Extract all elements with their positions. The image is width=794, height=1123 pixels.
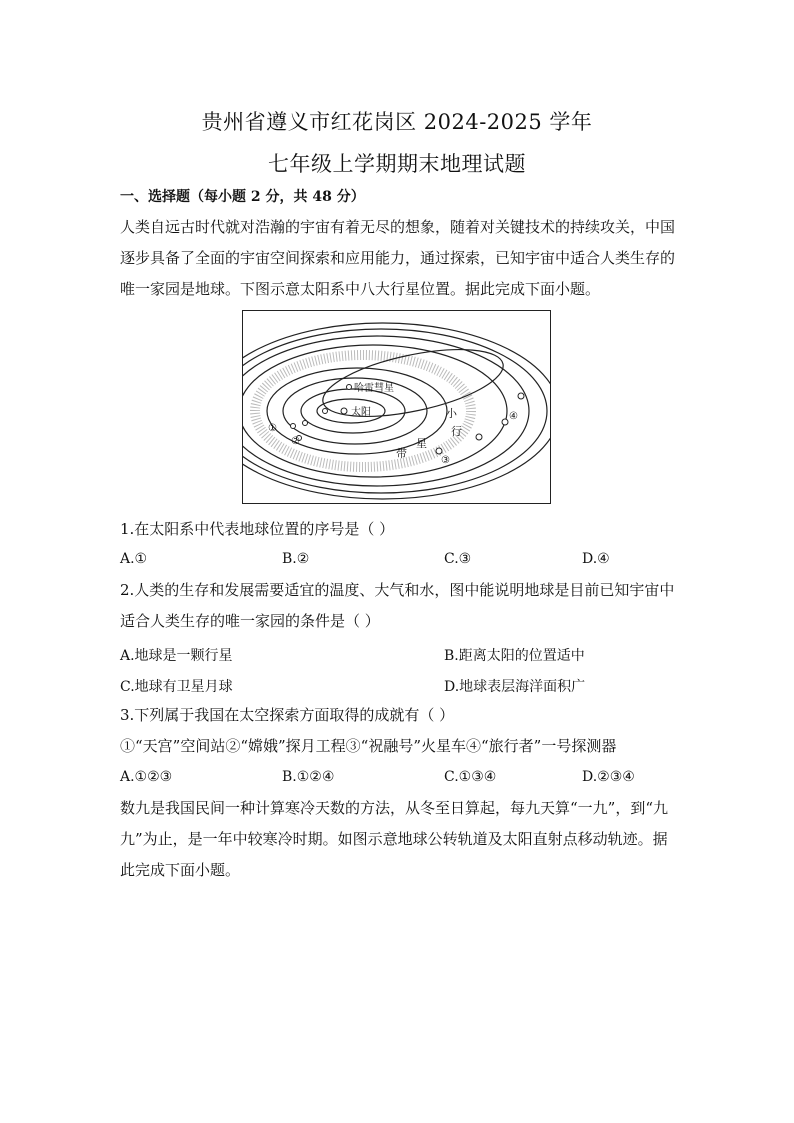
sun-symbol [341, 408, 347, 414]
belt-char-3: 星 [416, 437, 427, 450]
q1-option-a: A.① [120, 551, 148, 567]
planet-jupiter [436, 448, 442, 454]
question-3-stem: 3.下列属于我国在太空探索方面取得的成就有（ ） [120, 706, 455, 724]
document-title-line2: 七年级上学期期末地理试题 [268, 152, 526, 176]
halley-comet-orbit [317, 336, 509, 429]
question-1-stem: 1.在太阳系中代表地球位置的序号是（ ） [120, 520, 395, 538]
planet-saturn [476, 434, 482, 440]
solar-system-figure [242, 310, 551, 504]
planet-venus [303, 421, 308, 426]
q3-option-a: A.①②③ [120, 769, 173, 785]
planet-neptune [518, 393, 524, 399]
belt-char-1: 小 [446, 407, 457, 420]
q3-option-d: D.②③④ [582, 769, 635, 785]
q1-option-d: D.④ [582, 551, 610, 567]
sun-label: 太阳 [351, 407, 371, 418]
intro-paragraph-1: 人类自远古时代就对浩瀚的宇宙有着无尽的想象，随着对关键技术的持续攻关，中国逐步具备了全面的宇宙空间探索和应用能力，通过探索，已知宇宙中适合人类生存的唯一家园是地球。下图示意太阳系中八大行星位置。据此完成下面小题。 [120, 218, 676, 298]
planet-uranus [502, 419, 508, 425]
marker-1: ① [268, 423, 277, 434]
belt-char-2: 行 [451, 425, 462, 438]
planet-mars [291, 424, 296, 429]
solar-system-diagram [243, 311, 550, 503]
question-2-stem: 2.人类的生存和发展需要适宜的温度、大气和水，图中能说明地球是目前已知宇宙中适合人类生存的唯一家园的条件是（ ） [120, 581, 675, 630]
q1-option-c: C.③ [444, 551, 472, 567]
q2-option-d: D.地球表层海洋面积广 [444, 679, 586, 695]
q3-option-b: B.①②④ [282, 769, 335, 785]
q3-option-c: C.①③④ [444, 769, 497, 785]
marker-2: ② [291, 436, 300, 447]
section-heading: 一、选择题（每小题 2 分，共 48 分） [120, 189, 365, 205]
comet-label: 哈雷彗星 [354, 383, 394, 394]
question-3-items: ①“天宫”空间站②“嫦娥”探月工程③“祝融号”火星车④“旅行者”一号探测器 [120, 737, 617, 755]
orbit-7 [243, 329, 547, 493]
document-title-line1: 贵州省遵义市红花岗区 2024-2025 学年 [201, 110, 593, 134]
halley-comet-symbol [347, 385, 352, 390]
q2-option-a: A.地球是一颗行星 [120, 648, 233, 664]
q2-option-c: C.地球有卫星月球 [120, 679, 233, 695]
marker-3: ③ [441, 455, 450, 466]
belt-char-4: 带 [396, 447, 407, 460]
planet-mercury [323, 409, 328, 414]
intro-paragraph-2: 数九是我国民间一种计算寒冷天数的方法，从冬至日算起，每九天算“一九”，到“九九”为止，是一年中较寒冷时期。如图示意地球公转轨道及太阳直射点移动轨迹。据此完成下面小题。 [120, 799, 669, 879]
q1-option-b: B.② [282, 551, 310, 567]
q2-option-b: B.距离太阳的位置适中 [444, 648, 585, 664]
marker-4: ④ [509, 411, 518, 422]
